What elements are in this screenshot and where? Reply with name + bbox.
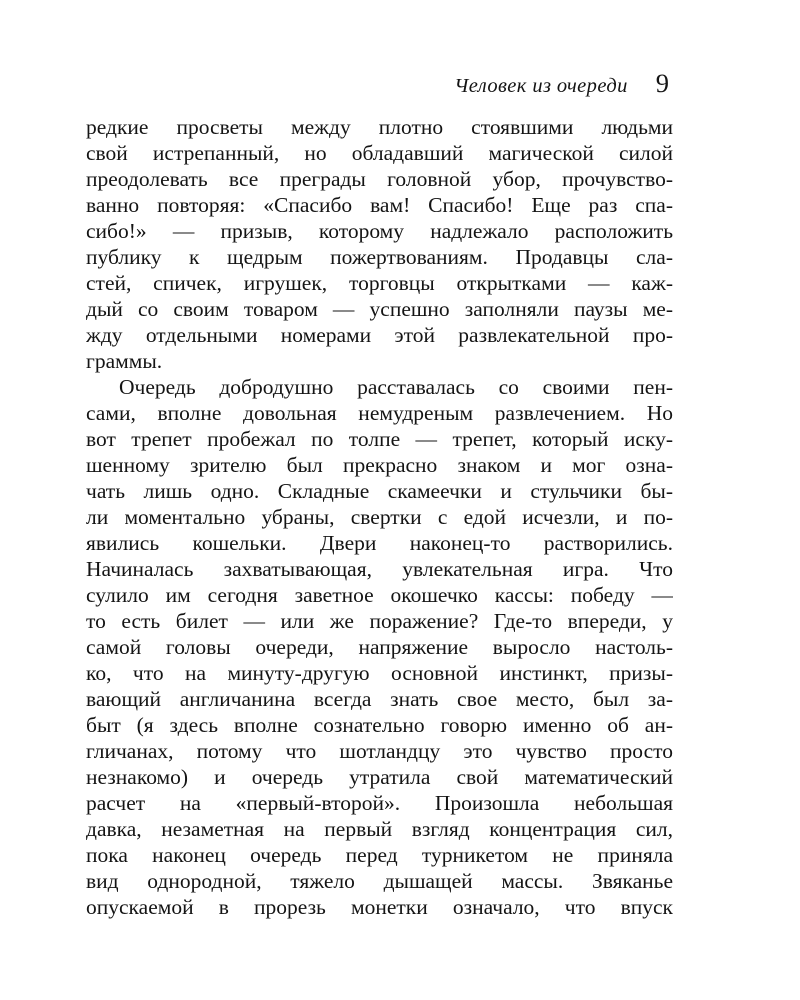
text-line: явились кошельки. Двери наконец-то растворились. bbox=[86, 531, 673, 555]
text-line: стей, спичек, игрушек, торговцы открытками — каж- bbox=[86, 271, 673, 295]
text-line: гличанах, потому что шотландцу это чувство просто bbox=[86, 739, 673, 763]
running-header bbox=[86, 68, 673, 98]
text-line: жду отдельными номерами этой развлекательной про- bbox=[86, 323, 673, 347]
text-line: сами, вполне довольная немудреным развлечением. Но bbox=[86, 401, 673, 425]
page-number: 9 bbox=[655, 68, 669, 98]
text-line: самой головы очереди, напряжение выросло настоль- bbox=[86, 635, 673, 659]
text-line: давка, незаметная на первый взгляд концентрация сил, bbox=[86, 817, 673, 841]
text-line: публику к щедрым пожертвованиям. Продавцы сла- bbox=[86, 245, 673, 269]
text-line: ко, что на минуту-другую основной инстинкт, призы- bbox=[86, 661, 673, 685]
text-line: шенному зрителю был прекрасно знаком и мог озна- bbox=[86, 453, 673, 477]
text-line: сулило им сегодня заветное окошечко кассы: победу — bbox=[86, 583, 673, 607]
text-line: чать лишь одно. Складные скамеечки и стульчики бы- bbox=[86, 479, 673, 503]
text-line: незнакомо) и очередь утратила свой математический bbox=[86, 765, 673, 789]
text-line: свой истрепанный, но обладавший магической силой bbox=[86, 141, 673, 165]
text-line: Начиналась захватывающая, увлекательная игра. Что bbox=[86, 557, 673, 581]
text-line: пока наконец очередь перед турникетом не приняла bbox=[86, 843, 673, 867]
text-line: вот трепет пробежал по толпе — трепет, который иску- bbox=[86, 427, 673, 451]
text-line: то есть билет — или же поражение? Где-то впереди, у bbox=[86, 609, 673, 633]
text-line: ли моментально убраны, свертки с едой исчезли, и по- bbox=[86, 505, 673, 529]
text-line: быт (я здесь вполне сознательно говорю именно об ан- bbox=[86, 713, 673, 737]
page-text bbox=[86, 114, 673, 920]
text-line: расчет на «первый-второй». Произошла небольшая bbox=[86, 791, 673, 815]
text-line: дый со своим товаром — успешно заполняли паузы ме- bbox=[86, 297, 673, 321]
text-line: вающий англичанина всегда знать свое место, был за- bbox=[86, 687, 673, 711]
text-line: граммы. bbox=[86, 349, 163, 373]
text-line: ванно повторяя: «Спасибо вам! Спасибо! Еще раз спа- bbox=[86, 193, 673, 217]
text-line: Очередь добродушно расставалась со своими пен- bbox=[119, 375, 673, 399]
text-line: сибо!» — призыв, которому надлежало расположить bbox=[86, 219, 673, 243]
running-title: Человек из очереди bbox=[454, 75, 628, 97]
text-line: вид однородной, тяжело дышащей массы. Звяканье bbox=[86, 869, 673, 893]
text-line: опускаемой в прорезь монетки означало, что впуск bbox=[86, 895, 673, 919]
text-line: редкие просветы между плотно стоявшими людьми bbox=[86, 115, 673, 139]
text-line: преодолевать все преграды головной убор, прочувство- bbox=[86, 167, 673, 191]
